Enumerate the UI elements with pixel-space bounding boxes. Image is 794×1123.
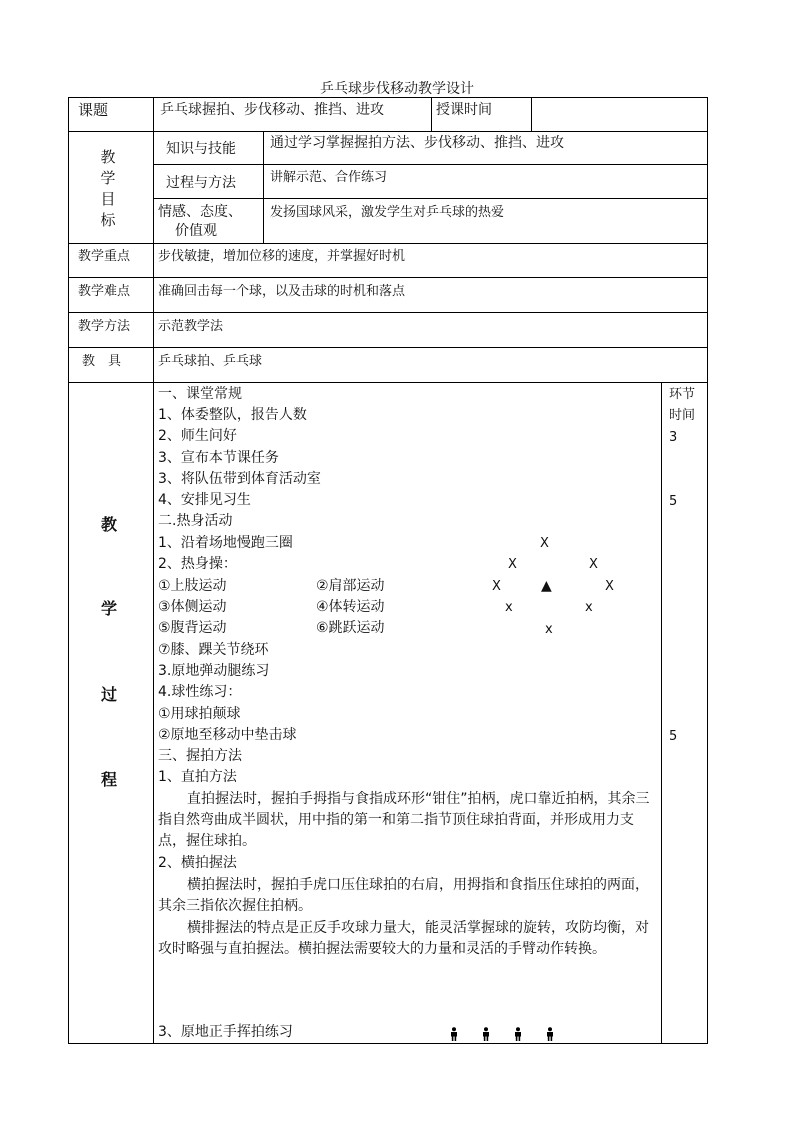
objectives-label-char: 目	[100, 190, 116, 208]
row-divider	[69, 312, 707, 313]
process-line: 3、将队伍带到体育活动室	[158, 471, 321, 487]
column-divider	[531, 98, 532, 131]
formation-student-mark: X	[605, 579, 614, 594]
time-value: 3	[669, 430, 678, 445]
objectives-label-char: 标	[100, 211, 116, 229]
process-line: 2、热身操：	[158, 556, 237, 572]
process-line: 三、握拍方法	[158, 748, 242, 764]
objective-knowledge-value: 通过学习掌握握拍方法、步伐移动、推挡、进攻	[270, 135, 564, 151]
process-line: 4、安排见习生	[158, 492, 251, 508]
process-line: 一、课堂常规	[158, 386, 242, 402]
difficulty-value: 准确回击每一个球，以及击球的时机和落点	[158, 284, 406, 299]
process-line: 3、宣布本节课任务	[158, 450, 279, 466]
objectives-label-char: 教	[100, 148, 116, 166]
warmup-item: ⑥跳跃运动	[316, 620, 385, 636]
key-point-value: 步伐敏捷，增加位移的速度，并掌握好时机	[158, 249, 406, 264]
column-divider	[263, 131, 264, 243]
objectives-label-char: 学	[100, 169, 116, 187]
warmup-item: ④体转运动	[316, 599, 385, 615]
process-line: ①上肢运动	[158, 578, 227, 594]
process-line: ①用球拍颠球	[158, 706, 241, 722]
objective-emotion-label: 情感、态度、	[158, 204, 242, 220]
process-line: ②原地至移动中垫击球	[158, 727, 297, 743]
row-divider	[153, 198, 707, 199]
objective-knowledge-label: 知识与技能	[166, 141, 236, 157]
process-line: 3.原地弹动腿练习	[158, 663, 270, 679]
topic-value: 乒乓球握拍、步伐移动、推挡、进攻	[160, 102, 384, 118]
row-divider	[69, 277, 707, 278]
formation-student-mark: X	[492, 579, 501, 594]
process-line: 1、直拍方法	[158, 769, 237, 785]
key-point-label: 教学重点	[78, 249, 131, 264]
teacher-triangle-icon: ▲	[541, 578, 552, 594]
tools-value: 乒乓球拍、乒乓球	[158, 354, 263, 369]
process-line: 2、横拍握法	[158, 855, 237, 871]
process-line: ③体侧运动	[158, 599, 227, 615]
tools-label: 教 具	[82, 354, 122, 369]
process-line: ⑦膝、踝关节绕环	[158, 642, 269, 658]
difficulty-label: 教学难点	[78, 284, 131, 299]
warmup-item: ②肩部运动	[316, 578, 385, 594]
process-label-char: 程	[100, 770, 117, 789]
process-line: 二.热身活动	[158, 513, 233, 529]
formation-student-mark: x	[545, 622, 553, 637]
person-icon	[449, 1027, 459, 1041]
objective-emotion-value: 发扬国球风采，激发学生对乒乓球的热爱	[270, 205, 505, 220]
method-value: 示范教学法	[158, 319, 224, 334]
topic-label: 课题	[78, 101, 109, 119]
time-value: 5	[669, 729, 678, 744]
process-label-char: 学	[100, 599, 117, 618]
process-line: 2、师生问好	[158, 428, 237, 444]
column-divider	[153, 98, 154, 1044]
formation-student-mark: X	[540, 536, 549, 551]
column-divider	[661, 382, 662, 1044]
person-icon	[481, 1027, 491, 1041]
process-line: 3、原地正手挥拍练习	[158, 1024, 293, 1040]
row-divider	[153, 164, 707, 165]
objective-process-label: 过程与方法	[166, 175, 236, 191]
formation-student-mark: X	[508, 557, 517, 572]
time-label: 授课时间	[436, 102, 492, 118]
person-icon	[545, 1027, 555, 1041]
formation-student-mark: X	[589, 557, 598, 572]
row-divider	[69, 131, 707, 132]
person-icon	[513, 1027, 523, 1041]
formation-student-mark: x	[505, 600, 513, 615]
horizontal-grip-paragraph: 横拍握法时，握拍手虎口压住球拍的右肩，用拇指和食指压住球拍的两面，其余三指依次握住拍柄。	[158, 877, 649, 914]
column-divider	[431, 98, 432, 131]
row-divider	[69, 347, 707, 348]
time-header: 时间	[669, 408, 696, 423]
horizontal-grip-features-paragraph: 横排握法的特点是正反手攻球力量大，能灵活掌握球的旋转，攻防均衡，对攻时略强与直拍握法。横拍握法需要较大的力量和灵活的手臂动作转换。	[158, 920, 649, 957]
objective-process-value: 讲解示范、合作练习	[270, 170, 388, 185]
process-line: 1、体委整队，报告人数	[158, 407, 307, 423]
process-line: ⑤腹背运动	[158, 620, 227, 636]
process-line: 4.球性练习：	[158, 684, 242, 700]
process-label-char: 过	[100, 685, 117, 704]
formation-student-mark: x	[585, 600, 593, 615]
objective-emotion-label-2: 价值观	[175, 223, 217, 239]
process-label-char: 教	[100, 515, 117, 534]
row-divider	[69, 243, 707, 244]
straight-grip-paragraph: 直拍握法时，握拍手拇指与食指成环形“钳住”拍柄，虎口靠近拍柄，其余三指自然弯曲成半圆状，用中指的第一和第二指节顶住球拍背面，并形成用力支点，握住球拍。	[158, 791, 650, 849]
time-header: 环节	[669, 387, 696, 402]
time-value: 5	[669, 494, 678, 509]
method-label: 教学方法	[78, 319, 131, 334]
process-line: 1、沿着场地慢跑三圈	[158, 535, 293, 551]
page-title: 乒乓球步伐移动教学设计	[320, 81, 474, 97]
row-divider	[69, 382, 707, 383]
